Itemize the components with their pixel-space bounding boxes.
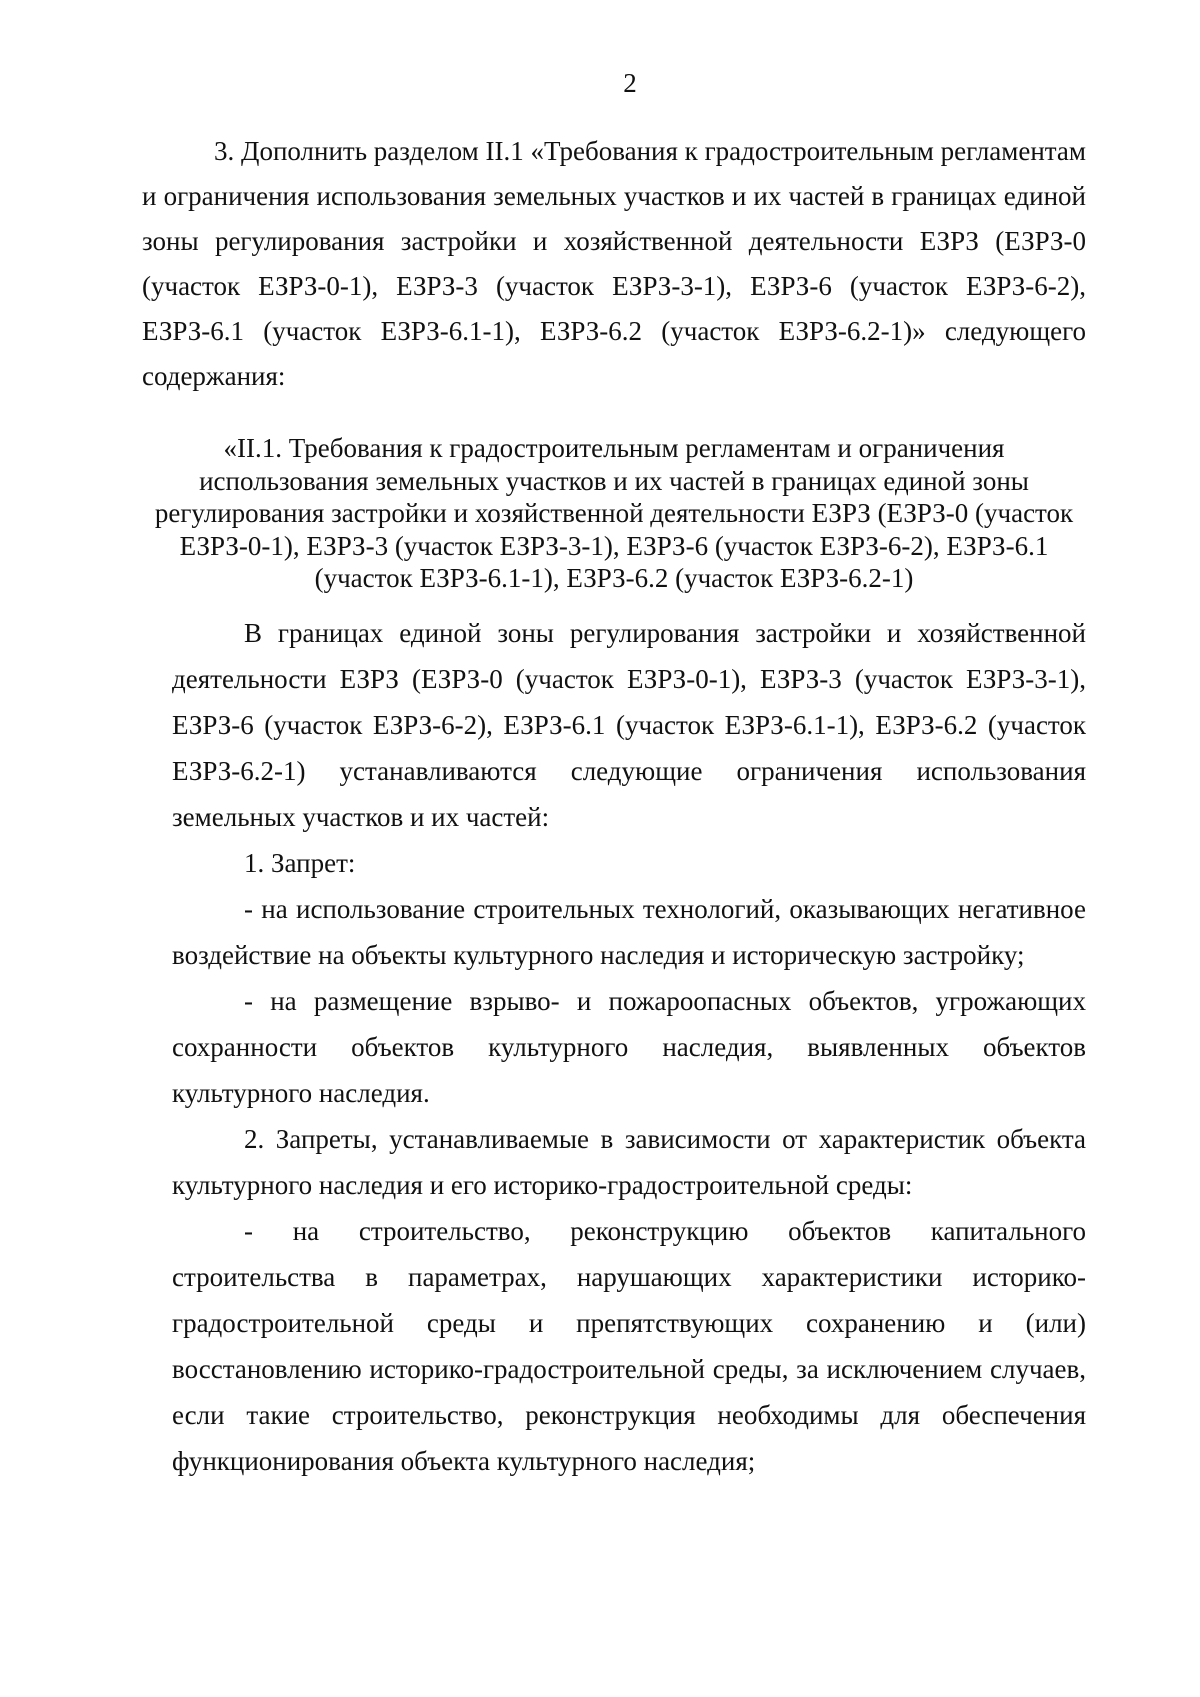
body-paragraph-hazardous-objects: - на размещение взрыво- и пожароопасных объектов, угрожающих сохранности объектов культурного наследия, выявленных объектов культурного наследия.: [172, 986, 1086, 1108]
section-body: [172, 610, 1086, 1484]
body-paragraph-technologies: - на использование строительных технологий, оказывающих негативное воздействие на объекты культурного наследия и историческую застройку;: [172, 894, 1086, 970]
intro-block: [142, 129, 1086, 399]
section-heading-block: [142, 432, 1086, 595]
body-paragraph-prohibition-heading: 1. Запрет:: [244, 848, 356, 878]
section-heading: «II.1. Требования к градостроительным регламентам и ограничения использования земельных участков и их частей в границах единой зоны регулирования застройки и хозяйственной деятельности ЕЗРЗ (ЕЗРЗ-0 (участок ЕЗРЗ-0-1), ЕЗРЗ-3 (участок ЕЗРЗ-3-1), ЕЗРЗ-6 (участок ЕЗРЗ-6-2), ЕЗРЗ-6.1 (участок ЕЗРЗ-6.1-1), ЕЗРЗ-6.2 (участок ЕЗРЗ-6.2-1): [154, 433, 1074, 593]
intro-paragraph: 3. Дополнить разделом II.1 «Требования к градостроительным регламентам и ограничения использования земельных участков и их частей в границах единой зоны регулирования застройки и хозяйственной деятельности ЕЗРЗ (ЕЗРЗ-0 (участок ЕЗРЗ-0-1), ЕЗРЗ-3 (участок ЕЗРЗ-3-1), ЕЗРЗ-6 (участок ЕЗРЗ-6-2), ЕЗРЗ-6.1 (участок ЕЗРЗ-6.1-1), ЕЗРЗ-6.2 (участок ЕЗРЗ-6.2-1)» следующего содержания:: [142, 136, 1086, 391]
body-paragraph-restrictions-intro: В границах единой зоны регулирования застройки и хозяйственной деятельности ЕЗРЗ (ЕЗРЗ-0 (участок ЕЗРЗ-0-1), ЕЗРЗ-3 (участок ЕЗРЗ-3-1), ЕЗРЗ-6 (участок ЕЗРЗ-6-2), ЕЗРЗ-6.1 (участок ЕЗРЗ-6.1-1), ЕЗРЗ-6.2 (участок ЕЗРЗ-6.2-1) устанавливаются следующие ограничения использования земельных участков и их частей:: [172, 618, 1086, 832]
body-paragraph-construction: - на строительство, реконструкцию объектов капитального строительства в параметрах, нарушающих характеристики историко-градостроительной среды и препятствующих сохранению и (или) восстановлению историко-градостроительной среды, за исключением случаев, если такие строительство, реконструкция необходимы для обеспечения функционирования объекта культурного наследия;: [172, 1216, 1086, 1476]
page-number: 2: [623, 68, 637, 98]
body-paragraph-prohibitions-by-characteristics: 2. Запреты, устанавливаемые в зависимости от характеристик объекта культурного наследия и его историко-градостроительной среды:: [172, 1124, 1086, 1200]
